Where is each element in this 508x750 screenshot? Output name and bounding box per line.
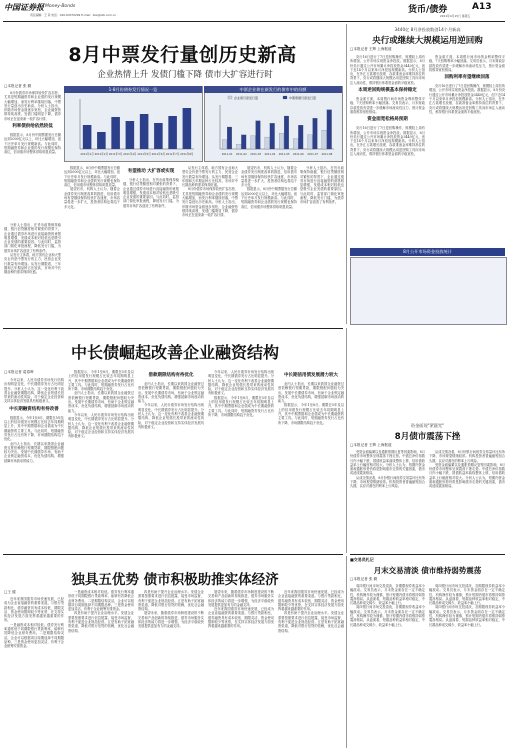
- lead-column-2: [64, 166, 120, 324]
- right-mid-headline: 8月债市震荡下挫: [394, 432, 461, 442]
- right-top-box: [350, 257, 507, 325]
- bar: [97, 132, 106, 149]
- bar: [126, 121, 135, 149]
- x-tick-label: 2011年7月: [165, 153, 180, 156]
- lead-subhead: 企业热情上升 发债门槛下降 债市大扩容进行时: [97, 70, 273, 80]
- column-divider: [346, 328, 347, 553]
- lead-subhead-1: 利率债供给依然较低: [12, 124, 53, 130]
- contact-line: 责任编辑：王 荣 电话：010-63070299 E-mail：zbs@zzb.com.cn: [30, 13, 117, 17]
- right-mid-column-2: [429, 450, 505, 550]
- bar: [308, 135, 313, 149]
- right-mid-paragraph: 受资金面偏紧以及通胀预期反复等因素影响，8月份债券市场整体呈现震荡下挫走势。中债总净价指数月内小幅下跌，国债收益率曲线整体上移，信用债收益率上行幅度相对较大。分析人士认为，短期内资金面和通胀形势仍将是影响债市走势的关键因素，债市或延续震荡格局。: [429, 462, 505, 489]
- lead-byline: □本报记者 张 勤: [4, 84, 32, 88]
- lead-paragraph: 分析人士指出，在货币政策保持稳健、银行信贷额度相对紧张的背景下，企业通过债券市场进行直接融资的意愿明显增强，发债成本相对较低也是吸引企业发债的重要原因。与此同时，监管部门简化审批流程，降低发行门槛，为债券市场扩容创造了有利条件。: [300, 166, 344, 205]
- bar: [322, 130, 327, 149]
- x-tick-label: 2011年6月: [151, 153, 166, 156]
- legend-label: 企业债月度发行量: [234, 96, 259, 100]
- lead-subhead-2: 有望推动 大扩容或实现: [127, 169, 175, 174]
- bar: [327, 110, 332, 149]
- bottom-column-3: [138, 590, 204, 747]
- bottom-paragraph: 近年来我国债券市场快速发展，已经成为企业直接融资的重要渠道。与银行贷款相比，债券融资具有成本较低、期限灵活、资金使用限制较少等优势，在支持实体经济发展方面发挥着越来越重要的作用。: [208, 607, 274, 629]
- second-paragraph: 数据显示，今年1至8月，期限在5年及以上的信用债发行规模占比较去年同期明显上升，其中中期票据和企业债成为中长期融资的主要工具。与此同时，短期融资券发行占比有所下降，市场期限结构趋于优化。: [68, 370, 134, 392]
- x-tick-label: 2011-05: [278, 153, 290, 156]
- lead-paragraph: 数据显示，8月份中期票据发行总额达到2000亿元以上，环比大幅增加，创下历史单月发行规模新高。与此同时，短期融资券和企业债的发行规模也保持高位，信用债市场整体供给明显放量。: [4, 133, 61, 155]
- x-tick-label: 2011年5月: [137, 153, 151, 156]
- lead-headline: 8月中票发行量创历史新高: [68, 44, 297, 66]
- right-top-paragraph: 资金面方面，本周银行间市场资金利率整体平稳，7天回购利率小幅回落。交易员表示，月末财政存款投放有望进一步缓解市场流动性压力，预计资金面将维持宽松格局。: [429, 55, 505, 72]
- second-subhead-1: 中长期融资结构有待改善: [9, 406, 59, 412]
- bottom-headline: 独具五优势 债市积极助推实体经济: [71, 572, 279, 588]
- x-tick-label: 2011年3月: [108, 153, 123, 156]
- second-column-3: [138, 370, 204, 550]
- x-tick-label: 2011年8月: [180, 153, 194, 156]
- right-top-kicker: 3440亿 8月净投放数创14个月新高: [394, 27, 461, 32]
- second-byline: □本报记者 葛春晖: [4, 370, 34, 374]
- right-bottom-paragraph: 周四银行间市场交投清淡，各期限现券收益率小幅波动。交易员表示，月末资金面存在一定不确定性，机构操作较为谨慎，预计短期内债市将维持弱势震荡格局。从盘面看，短端品种收益率相对稳定，中长端品种成交稀少，收益率小幅上行。: [429, 584, 505, 606]
- chart-left-title: 1-8月份债券发行情况一览: [64, 86, 202, 93]
- lead-paragraph: 展望后市，机构人士认为，随着企业债券发行制度改革的推进，信用债市场有望继续保持较快扩容速度，市场容量将进一步扩大，投资者结构也将趋于多元化。: [241, 166, 297, 188]
- bottom-paragraph: 四是有助于提升企业治理水平。发债企业需要按照要求进行信息披露，接受市场监督，有利于促进企业规范经营。五是有助于拓宽融资渠道，降低对银行信贷的依赖，优化社会融资结构。: [68, 611, 134, 633]
- bar: [298, 125, 303, 149]
- bar: [183, 108, 192, 149]
- legend-swatch: [283, 96, 287, 99]
- legend-label: 中期票据月度发行量: [289, 96, 317, 100]
- x-tick-label: 2011-07: [307, 153, 319, 156]
- second-column-5: [278, 370, 344, 550]
- bar: [284, 116, 289, 149]
- bottom-paragraph: 四是有助于提升企业治理水平。发债企业需要按照要求进行信息披露，接受市场监督，有利于促进企业规范经营。五是有助于拓宽融资渠道，降低对银行信贷的依赖，优化社会融资结构。: [138, 590, 204, 612]
- right-mid-byline: □本报记者 王辉 上海报道: [350, 443, 392, 447]
- bar: [111, 117, 120, 149]
- right-top-column-2: [429, 55, 505, 245]
- right-mid-paragraph: 受资金面偏紧以及通胀预期反复等因素影响，8月份债券市场整体呈现震荡下挫走势。中债总净价指数月内小幅下跌，国债收益率曲线整体上移，信用债收益率上行幅度相对较大。分析人士认为，短期内资金面和通胀形势仍将是影响债市走势的关键因素，债市或延续震荡格局。: [350, 450, 425, 476]
- second-column-1: [4, 378, 64, 550]
- right-bottom-paragraph: 周四银行间市场交投清淡，各期限现券收益率小幅波动。交易员表示，月末资金面存在一定不确定性，机构操作较为谨慎，预计短期内债市将维持弱势震荡格局。从盘面看，短端品种收益率相对稳定，中长端品种成交稀少，收益率小幅上行。: [350, 605, 425, 627]
- bar: [227, 127, 232, 149]
- bottom-paragraph: 一是融资成本相对较低。债券发行利率通常低于同期限银行贷款利率，能够有效降低企业财务费用。二是期限结构灵活，企业可以根据项目周期选择不同期限品种。三是资金使用更加灵活，有利于企业统筹安排资金。: [4, 622, 64, 649]
- bottom-column-4: [208, 590, 274, 747]
- right-top-box-title: 8月公开市场资金投放统计: [350, 248, 505, 256]
- lead-paragraph: 数据显示，8月份中期票据发行总额达到2000亿元以上，环比大幅增加，创下历史单月发行规模新高。与此同时，短期融资券和企业债的发行规模也保持高位，信用债市场整体供给明显放量。: [64, 166, 120, 188]
- right-top-subhead-1: 本周逆回购规模基本保持稳定: [358, 88, 417, 94]
- lead-paragraph: 8月份债券市场保持较快扩容态势，尤其是短期融资券和企业债的发行规模大幅增加，而发行利率继续回落，中票发行量创出历史新高。分析人士指出，伴随市场资金面逐步宽松，企业融资热情持续高涨，发债门槛明显下降，债券市场正在迎来新一轮扩容行情。: [4, 91, 61, 121]
- section-rule: [350, 554, 505, 555]
- right-top-subhead-3: 回购利率有望继续回落: [444, 75, 490, 81]
- lead-column-5: [241, 166, 297, 324]
- chart-right: [208, 95, 338, 157]
- right-top-headline: 央行或继续大规模运用逆回购: [372, 36, 483, 46]
- x-tick-label: 2011年4月: [123, 153, 137, 156]
- second-subhead-2: 借款期限结构有待优化: [148, 373, 194, 378]
- bottom-column-1: [4, 597, 64, 747]
- paper-name: 中国证券报: [4, 2, 44, 12]
- second-paragraph: 数据显示，今年1至8月，期限在5年及以上的信用债发行规模占比较去年同期明显上升，其中中期票据和企业债成为中长期融资的主要工具。与此同时，短期融资券发行占比有所下降，市场期限结构趋于优化。: [4, 415, 64, 442]
- bottom-column-5: [278, 590, 344, 747]
- bar: [168, 116, 177, 149]
- right-mid-column-1: [350, 450, 425, 550]
- bar: [154, 123, 163, 149]
- second-paragraph: 业内人士指出，长期以来我国企业融资过度依赖银行短期贷款，期限错配问题较为突出。发展中长期债券市场，有助于企业锁定融资成本，优化负债结构，增强抵御市场波动的能力。: [68, 391, 134, 413]
- right-mid-paragraph: 从成交情况看，8月份银行间现券交易量环比有所下降，市场观望情绪较浓。机构投资者普遍缩短组合久期，以应对潜在的利率上行风险。: [350, 475, 425, 489]
- section-title: 货币/债券: [408, 5, 448, 15]
- right-bottom-paragraph: 周四银行间市场交投清淡，各期限现券收益率小幅波动。交易员表示，月末资金面存在一定不确定性，机构操作较为谨慎，预计短期内债市将维持弱势震荡格局。从盘面看，短端品种收益率相对稳定，中长端品种成交稀少，收益率小幅上行。: [350, 584, 425, 606]
- section-rule: [3, 328, 343, 329]
- second-subhead-3: 中长期信用债发展潜力较大: [284, 373, 338, 378]
- bottom-paragraph: 近年来我国债券市场快速发展，已经成为企业直接融资的重要渠道。与银行贷款相比，债券融资具有成本较低、期限灵活、资金使用限制较少等优势，在支持实体经济发展方面发挥着越来越重要的作用。: [278, 590, 344, 612]
- right-mid-kicker: 资金面现"紧箍咒": [410, 423, 445, 428]
- legend-swatch: [228, 96, 232, 99]
- second-paragraph: 业内人士指出，长期以来我国企业融资过度依赖银行短期贷款，期限错配问题较为突出。发展中长期债券市场，有助于企业锁定融资成本，优化负债结构，增强抵御市场波动的能力。: [4, 441, 64, 463]
- right-top-byline: □本报记者 王辉 上海报道: [350, 47, 392, 51]
- x-tick-label: 2011-02: [235, 153, 247, 156]
- lead-column-1b: [4, 223, 61, 323]
- second-paragraph: 业内人士指出，长期以来我国企业融资过度依赖银行短期贷款，期限错配问题较为突出。发展中长期债券市场，有助于企业锁定融资成本，优化负债结构，增强抵御市场波动的能力。: [278, 382, 344, 404]
- bar: [236, 144, 241, 149]
- lead-column-4: [182, 166, 238, 324]
- bar: [293, 139, 298, 149]
- x-tick-label: 2011-04: [264, 153, 276, 156]
- bar: [241, 135, 246, 149]
- bar: [256, 121, 261, 149]
- right-top-paragraph: 资金面方面，本周银行间市场资金利率整体平稳，7天回购利率小幅回落。交易员表示，月末财政存款投放有望进一步缓解市场流动性压力，预计资金面将维持宽松格局。: [350, 97, 425, 114]
- bottom-paragraph: 近年来我国债券市场快速发展，已经成为企业直接融资的重要渠道。与银行贷款相比，债券融资具有成本较低、期限灵活、资金使用限制较少等优势，在支持实体经济发展方面发挥着越来越重要的作用。: [4, 597, 64, 623]
- lead-paragraph: 展望后市，机构人士认为，随着企业债券发行制度改革的推进，信用债市场有望继续保持较快扩容速度，市场容量将进一步扩大，投资者结构也将趋于多元化。: [64, 187, 120, 209]
- lead-column-1: [4, 91, 61, 221]
- lead-paragraph: 分析人士指出，在货币政策保持稳健、银行信贷额度相对紧张的背景下，企业通过债券市场进行直接融资的意愿明显增强，发债成本相对较低也是吸引企业发债的重要原因。与此同时，监管部门简化审批流程，降低发行门槛，为债券市场扩容创造了有利条件。: [4, 223, 61, 253]
- section-rule: [3, 554, 343, 555]
- bottom-byline: □王 健: [4, 590, 16, 594]
- right-top-column-1: [350, 55, 425, 245]
- column-divider: [346, 24, 347, 324]
- column-divider: [346, 556, 347, 748]
- lead-column-6: [300, 166, 344, 324]
- chart-right-title: 中票企业债在新发行的债市中的份额: [204, 86, 342, 93]
- right-bottom-paragraph: 周四银行间市场交投清淡，各期限现券收益率小幅波动。交易员表示，月末资金面存在一定不确定性，机构操作较为谨慎，预计短期内债市将维持弱势震荡格局。从盘面看，短端品种收益率相对稳定，中长端品种成交稀少，收益率小幅上行。: [429, 605, 505, 627]
- bar: [270, 123, 275, 149]
- bottom-paragraph: 四是有助于提升企业治理水平。发债企业需要按照要求进行信息披露，接受市场监督，有利于促进企业规范经营。五是有助于拓宽融资渠道，降低对银行信贷的依赖，优化社会融资结构。: [278, 611, 344, 633]
- bottom-paragraph: 一是融资成本相对较低。债券发行利率通常低于同期限银行贷款利率，能够有效降低企业财务费用。二是期限结构灵活，企业可以根据项目周期选择不同期限品种。三是资金使用更加灵活，有利于企业统筹安排资金。: [68, 590, 134, 612]
- bar: [265, 137, 270, 149]
- bar: [251, 136, 256, 149]
- bar: [279, 133, 284, 149]
- second-headline: 中长债崛起改善企业融资结构: [70, 343, 279, 362]
- chart-left: [68, 95, 198, 157]
- bar: [313, 118, 318, 149]
- right-top-paragraph: 央行16日进行了7日逆回购操作，规模较上周有所增加，公开市场实现资金净投放。数据显示，8月份央行通过公开市场累计净投放资金3440亿元，创下近14个月以来单月净投放规模新高。分析人士指出，在外汇占款增长放缓、存款准备金率维持高位的背景下，央行或将继续大规模运用逆回购工具向市场注入流动性，维持银行体系资金面的平稳宽松。: [429, 84, 505, 114]
- right-bottom-byline: □本报记者 张 勤: [350, 577, 378, 581]
- second-paragraph: 今年以来，人民币债券市场发行结构出现明显变化，中长期债券发行占比明显提升。分析人士认为，这一变化有利于改善企业融资期限结构，降低企业短债长投带来的流动性风险，对于稳定企业经营和支持实体经济发展具有积极意义。: [4, 378, 64, 404]
- masthead: [0, 0, 508, 22]
- bottom-column-2: [68, 590, 134, 747]
- x-tick-label: 2011年1月: [80, 153, 94, 156]
- paper-name-en: Money·Bonds: [45, 4, 76, 9]
- right-bottom-headline: 月末交易清淡 债市维持弱势震荡: [373, 566, 482, 575]
- x-tick-label: 2011-06: [292, 153, 304, 156]
- bottom-paragraph: 展望未来，随着债券市场制度建设的不断完善和产品创新的持续推进，债券市场服务实体经济的能力将进一步增强，为经济平稳较快发展提供更加有力的金融支持。: [208, 590, 274, 607]
- bottom-paragraph: 展望未来，随着债券市场制度建设的不断完善和产品创新的持续推进，债券市场服务实体经济的能力将进一步增强，为经济平稳较快发展提供更加有力的金融支持。: [138, 611, 204, 629]
- second-paragraph: 今年以来，人民币债券市场发行结构出现明显变化，中长期债券发行占比明显提升。分析人士认为，这一变化有利于改善企业融资期限结构，降低企业短债长投带来的流动性风险，对于稳定企业经营和支持实体经济发展具有积极意义。: [138, 403, 204, 429]
- second-paragraph: 数据显示，今年1至8月，期限在5年及以上的信用债发行规模占比较去年同期明显上升，其中中期票据和企业债成为中长期融资的主要工具。与此同时，短期融资券发行占比有所下降，市场期限结构趋于优化。: [278, 403, 344, 425]
- lead-paragraph: 8月份债券市场保持较快扩容态势，尤其是短期融资券和企业债的发行规模大幅增加，而发行利率继续回落，中票发行量创出历史新高。分析人士指出，伴随市场资金面逐步宽松，企业融资热情持续高涨，发债门槛明显下降，债券市场正在迎来新一轮扩容行情。: [182, 187, 238, 218]
- page-number: A13: [472, 2, 492, 12]
- right-top-paragraph: 央行16日进行了7日逆回购操作，规模较上周有所增加，公开市场实现资金净投放。数据显示，8月份央行通过公开市场累计净投放资金3440亿元，创下近14个月以来单月净投放规模新高。分析人士指出，在外汇占款增长放缓、存款准备金率维持高位的背景下，央行或将继续大规模运用逆回购工具向市场注入流动性，维持银行体系资金面的平稳宽松。: [350, 126, 425, 157]
- right-mid-paragraph: 从成交情况看，8月份银行间现券交易量环比有所下降，市场观望情绪较浓。机构投资者普遍缩短组合久期，以应对潜在的利率上行风险。: [429, 450, 505, 463]
- x-tick-label: 2011年2月: [94, 153, 109, 156]
- right-top-subhead-2: 资金面宽松格局预期: [367, 117, 408, 123]
- second-paragraph: 业内人士指出，长期以来我国企业融资过度依赖银行短期贷款，期限错配问题较为突出。发展中长期债券市场，有助于企业锁定融资成本，优化负债结构，增强抵御市场波动的能力。: [138, 382, 204, 404]
- second-paragraph: 今年以来，人民币债券市场发行结构出现明显变化，中长期债券发行占比明显提升。分析人士认为，这一变化有利于改善企业融资期限结构，降低企业短债长投带来的流动性风险，对于稳定企业经营和支持实体经济发展具有积极意义。: [208, 370, 274, 396]
- lead-paragraph: 从发行主体看，地方国有企业和大型央企仍是中票发行的主力，民营企业发行数量有所增加。从发行期限看，三年期和五年期品种占比较高，市场对中长期品种的需求保持旺盛。: [182, 166, 238, 188]
- masthead-rule: [3, 21, 505, 22]
- second-column-2: [68, 370, 134, 550]
- right-bottom-column-1: [350, 584, 425, 747]
- x-tick-label: 2011-08: [321, 153, 333, 156]
- bar: [222, 140, 227, 149]
- second-paragraph: 数据显示，今年1至8月，期限在5年及以上的信用债发行规模占比较去年同期明显上升，其中中期票据和企业债成为中长期融资的主要工具。与此同时，短期融资券发行占比有所下降，市场期限结构趋于优化。: [208, 395, 274, 417]
- lead-paragraph: 从发行主体看，地方国有企业和大型央企仍是中票发行的主力，民营企业发行数量有所增加。从发行期限看，三年期和五年期品种占比较高，市场对中长期品种的需求保持旺盛。: [4, 253, 61, 275]
- right-bottom-column-2: [429, 584, 505, 747]
- lead-column-3: [123, 166, 179, 324]
- bar: [140, 114, 149, 149]
- lead-paragraph: 数据显示，8月份中期票据发行总额达到2000亿元以上，环比大幅增加，创下历史单月发行规模新高。与此同时，短期融资券和企业债的发行规模也保持高位，信用债市场整体供给明显放量。: [241, 187, 297, 209]
- x-tick-label: 2011-03: [250, 153, 262, 156]
- right-top-paragraph: 央行16日进行了7日逆回购操作，规模较上周有所增加，公开市场实现资金净投放。数据显示，8月份央行通过公开市场累计净投放资金3440亿元，创下近14个月以来单月净投放规模新高。分析人士指出，在外汇占款增长放缓、存款准备金率维持高位的背景下，央行或将继续大规模运用逆回购工具向市场注入流动性，维持银行体系资金面的平稳宽松。: [350, 55, 425, 85]
- right-bottom-tag: ■交易员札记: [350, 557, 374, 562]
- second-column-4: [208, 370, 274, 550]
- second-paragraph: 今年以来，人民币债券市场发行结构出现明显变化，中长期债券发行占比明显提升。分析人士认为，这一变化有利于改善企业融资期限结构，降低企业短债长投带来的流动性风险，对于稳定企业经营和支持实体经济发展具有积极意义。: [68, 412, 134, 439]
- bar: [83, 125, 92, 149]
- lead-paragraph: 分析人士指出，在货币政策保持稳健、银行信贷额度相对紧张的背景下，企业通过债券市场进行直接融资的意愿明显增强，发债成本相对较低也是吸引企业发债的重要原因。与此同时，监管部门简化审批流程，降低发行门槛，为债券市场扩容创造了有利条件。: [123, 178, 179, 208]
- x-tick-label: 2011-01: [221, 153, 233, 156]
- date-line: 2011年4月15日 星期五: [440, 14, 471, 18]
